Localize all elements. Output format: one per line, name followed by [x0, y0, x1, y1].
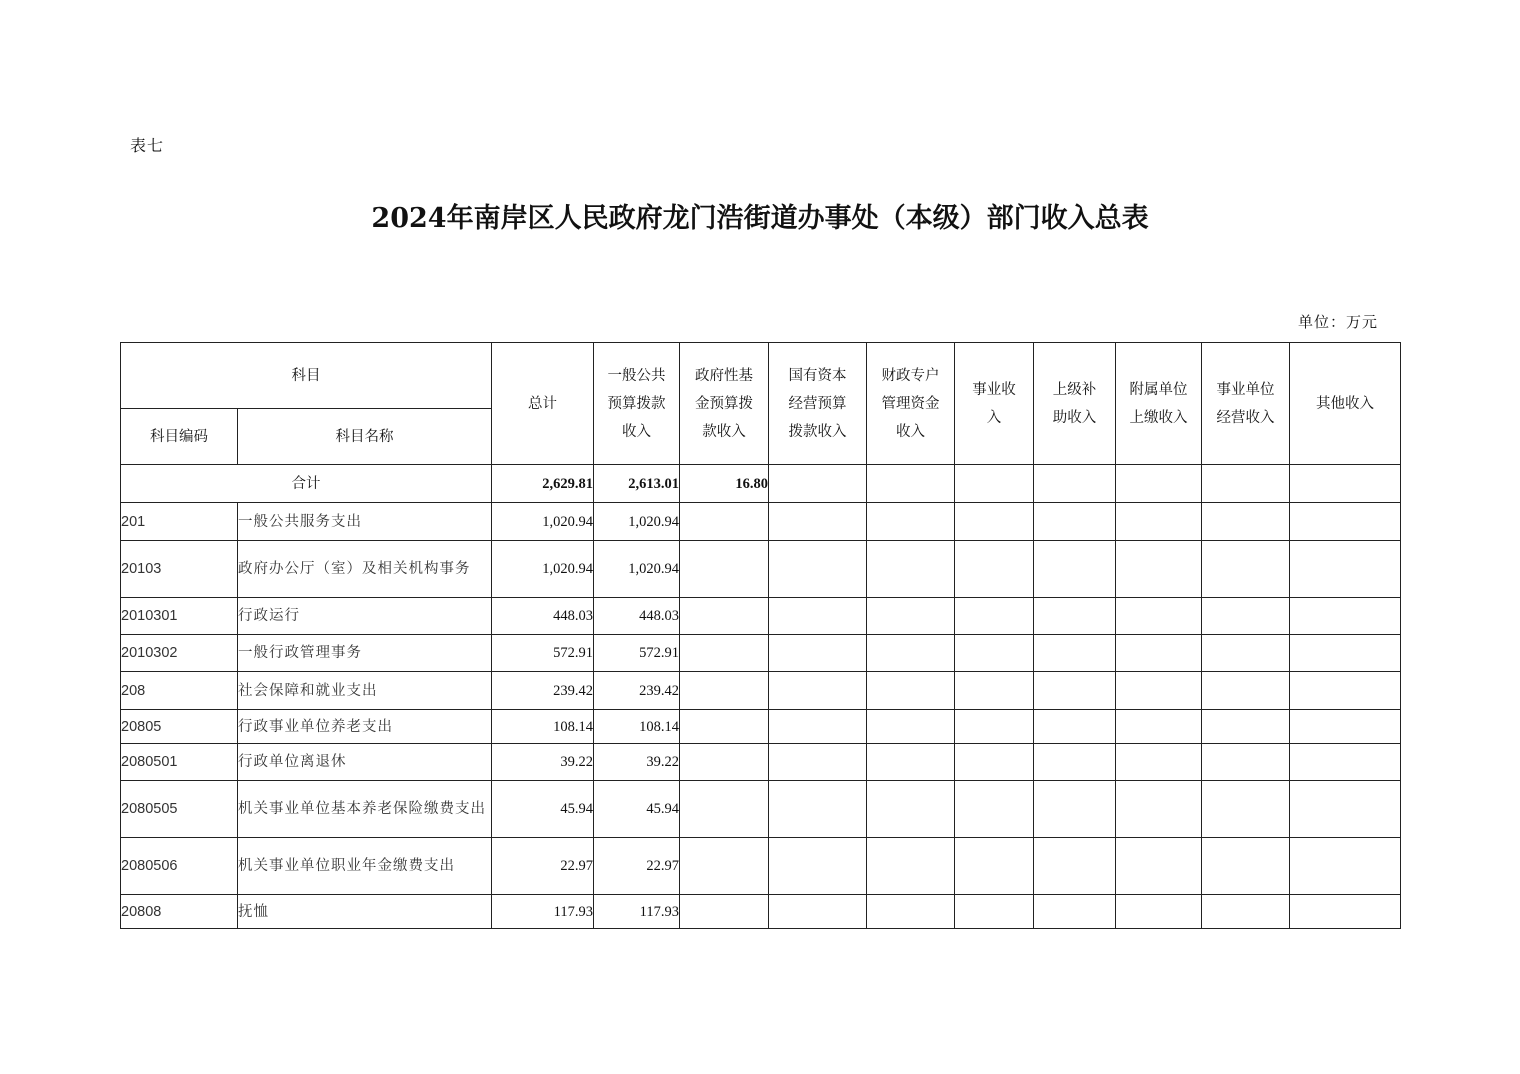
- table-row: [121, 503, 1401, 541]
- amount-cell: [1034, 744, 1116, 781]
- amount-cell: [769, 744, 867, 781]
- amount-cell: 45.94: [594, 781, 680, 838]
- subject-code: 2080501: [121, 744, 238, 781]
- amount-cell: [769, 635, 867, 672]
- amount-cell: [680, 541, 769, 598]
- amount-cell: [680, 781, 769, 838]
- total-label: 合计: [121, 465, 492, 503]
- amount-cell: [769, 895, 867, 929]
- amount-cell: 572.91: [492, 635, 594, 672]
- amount-cell: [867, 598, 955, 635]
- header-subject-name: 科目名称: [238, 409, 492, 465]
- total-value: [1034, 465, 1116, 503]
- header-col-0: 总计: [492, 343, 594, 465]
- amount-cell: [1290, 503, 1401, 541]
- amount-cell: [867, 635, 955, 672]
- amount-cell: [867, 710, 955, 744]
- subject-name: 机关事业单位职业年金缴费支出: [238, 838, 492, 895]
- amount-cell: [1116, 598, 1202, 635]
- amount-cell: [1290, 710, 1401, 744]
- subject-code: 20808: [121, 895, 238, 929]
- subject-code: 2080506: [121, 838, 238, 895]
- amount-cell: 239.42: [492, 672, 594, 710]
- amount-cell: [1034, 710, 1116, 744]
- total-value: 2,629.81: [492, 465, 594, 503]
- header-col-3: 国有资本 经营预算 拨款收入: [769, 343, 867, 465]
- amount-cell: 1,020.94: [492, 541, 594, 598]
- amount-cell: [1202, 541, 1290, 598]
- amount-cell: [1202, 895, 1290, 929]
- amount-cell: [1034, 672, 1116, 710]
- amount-cell: [955, 635, 1034, 672]
- amount-cell: [769, 541, 867, 598]
- amount-cell: [955, 838, 1034, 895]
- amount-cell: 448.03: [594, 598, 680, 635]
- total-value: 16.80: [680, 465, 769, 503]
- amount-cell: [867, 672, 955, 710]
- amount-cell: [1034, 635, 1116, 672]
- table-row: [121, 781, 1401, 838]
- amount-cell: [1034, 781, 1116, 838]
- table-number: 表七: [130, 136, 165, 155]
- amount-cell: [867, 838, 955, 895]
- amount-cell: [955, 895, 1034, 929]
- header-col-2: 政府性基 金预算拨 款收入: [680, 343, 769, 465]
- table-row: [121, 541, 1401, 598]
- table-row: [121, 838, 1401, 895]
- amount-cell: [680, 838, 769, 895]
- total-row: [121, 465, 1401, 503]
- subject-code: 2010301: [121, 598, 238, 635]
- amount-cell: [1034, 541, 1116, 598]
- amount-cell: [680, 744, 769, 781]
- subject-name: 行政事业单位养老支出: [238, 710, 492, 744]
- amount-cell: [1034, 895, 1116, 929]
- table-row: [121, 744, 1401, 781]
- amount-cell: [955, 744, 1034, 781]
- amount-cell: [1290, 838, 1401, 895]
- header-col-6: 上级补 助收入: [1034, 343, 1116, 465]
- amount-cell: 108.14: [594, 710, 680, 744]
- total-value: 2,613.01: [594, 465, 680, 503]
- amount-cell: [1202, 781, 1290, 838]
- header-col-7: 附属单位 上缴收入: [1116, 343, 1202, 465]
- amount-cell: [769, 598, 867, 635]
- amount-cell: [867, 503, 955, 541]
- amount-cell: 45.94: [492, 781, 594, 838]
- total-value: [769, 465, 867, 503]
- amount-cell: 39.22: [492, 744, 594, 781]
- amount-cell: [1116, 672, 1202, 710]
- amount-cell: 1,020.94: [594, 503, 680, 541]
- amount-cell: 108.14: [492, 710, 594, 744]
- amount-cell: [1034, 503, 1116, 541]
- subject-name: 行政单位离退休: [238, 744, 492, 781]
- subject-name: 一般公共服务支出: [238, 503, 492, 541]
- amount-cell: [1202, 838, 1290, 895]
- amount-cell: [1290, 635, 1401, 672]
- revenue-table: [120, 342, 1401, 929]
- amount-cell: [1116, 635, 1202, 672]
- amount-cell: [1290, 672, 1401, 710]
- subject-code: 208: [121, 672, 238, 710]
- amount-cell: [1202, 672, 1290, 710]
- amount-cell: [680, 635, 769, 672]
- amount-cell: [769, 838, 867, 895]
- amount-cell: [1034, 838, 1116, 895]
- amount-cell: [955, 598, 1034, 635]
- amount-cell: [867, 895, 955, 929]
- amount-cell: [1290, 598, 1401, 635]
- total-value: [1116, 465, 1202, 503]
- amount-cell: [680, 895, 769, 929]
- table-row: [121, 635, 1401, 672]
- amount-cell: [1202, 710, 1290, 744]
- amount-cell: [867, 744, 955, 781]
- header-col-4: 财政专户 管理资金 收入: [867, 343, 955, 465]
- amount-cell: [955, 541, 1034, 598]
- amount-cell: [769, 781, 867, 838]
- amount-cell: [867, 781, 955, 838]
- total-value: [867, 465, 955, 503]
- subject-name: 行政运行: [238, 598, 492, 635]
- amount-cell: 117.93: [594, 895, 680, 929]
- amount-cell: [1116, 744, 1202, 781]
- amount-cell: 448.03: [492, 598, 594, 635]
- unit-label: 单位：万元: [1298, 313, 1379, 331]
- amount-cell: [680, 672, 769, 710]
- amount-cell: [1116, 503, 1202, 541]
- amount-cell: [1034, 598, 1116, 635]
- amount-cell: [1116, 541, 1202, 598]
- table-row: [121, 598, 1401, 635]
- amount-cell: 1,020.94: [594, 541, 680, 598]
- subject-name: 政府办公厅（室）及相关机构事务: [238, 541, 492, 598]
- amount-cell: [1202, 598, 1290, 635]
- amount-cell: [955, 503, 1034, 541]
- amount-cell: [1290, 541, 1401, 598]
- amount-cell: [955, 781, 1034, 838]
- amount-cell: [955, 672, 1034, 710]
- amount-cell: 22.97: [594, 838, 680, 895]
- subject-code: 201: [121, 503, 238, 541]
- amount-cell: 22.97: [492, 838, 594, 895]
- amount-cell: 239.42: [594, 672, 680, 710]
- amount-cell: [1290, 895, 1401, 929]
- amount-cell: [1202, 744, 1290, 781]
- amount-cell: [1116, 781, 1202, 838]
- amount-cell: [680, 503, 769, 541]
- amount-cell: [867, 541, 955, 598]
- header-col-8: 事业单位 经营收入: [1202, 343, 1290, 465]
- amount-cell: [1116, 710, 1202, 744]
- amount-cell: 117.93: [492, 895, 594, 929]
- amount-cell: 1,020.94: [492, 503, 594, 541]
- subject-name: 一般行政管理事务: [238, 635, 492, 672]
- page-title: 2024年南岸区人民政府龙门浩街道办事处（本级）部门收入总表: [371, 203, 1149, 234]
- total-value: [955, 465, 1034, 503]
- amount-cell: [955, 710, 1034, 744]
- header-col-9: 其他收入: [1290, 343, 1401, 465]
- amount-cell: [680, 598, 769, 635]
- amount-cell: [769, 503, 867, 541]
- amount-cell: [1202, 503, 1290, 541]
- amount-cell: [680, 710, 769, 744]
- amount-cell: [1290, 744, 1401, 781]
- amount-cell: [769, 710, 867, 744]
- total-value: [1202, 465, 1290, 503]
- table-row: [121, 710, 1401, 744]
- amount-cell: [1290, 781, 1401, 838]
- subject-code: 2010302: [121, 635, 238, 672]
- subject-code: 20103: [121, 541, 238, 598]
- header-subject-code: 科目编码: [121, 409, 238, 465]
- subject-name: 抚恤: [238, 895, 492, 929]
- header-col-5: 事业收 入: [955, 343, 1034, 465]
- amount-cell: [1116, 895, 1202, 929]
- total-value: [1290, 465, 1401, 503]
- subject-code: 20805: [121, 710, 238, 744]
- amount-cell: [1116, 838, 1202, 895]
- subject-name: 机关事业单位基本养老保险缴费支出: [238, 781, 492, 838]
- subject-name: 社会保障和就业支出: [238, 672, 492, 710]
- amount-cell: 572.91: [594, 635, 680, 672]
- amount-cell: [1202, 635, 1290, 672]
- amount-cell: 39.22: [594, 744, 680, 781]
- amount-cell: [769, 672, 867, 710]
- header-subject: 科目: [121, 343, 492, 409]
- table-row: [121, 672, 1401, 710]
- subject-code: 2080505: [121, 781, 238, 838]
- table-row: [121, 895, 1401, 929]
- header-col-1: 一般公共 预算拨款 收入: [594, 343, 680, 465]
